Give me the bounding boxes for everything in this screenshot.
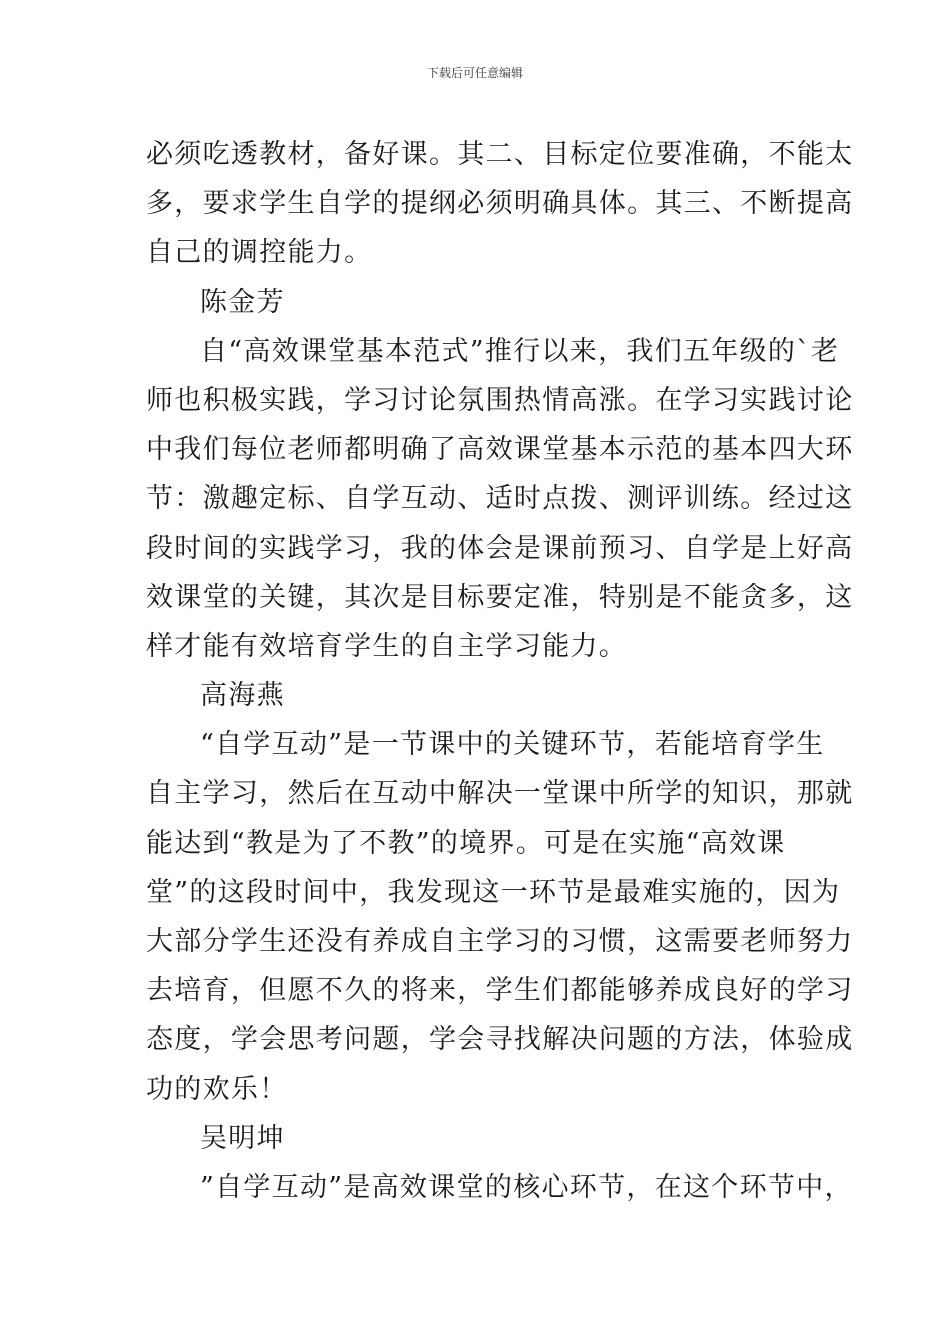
paragraph-line: 态度，学会思考问题，学会寻找解决问题的方法，体验成 xyxy=(146,1024,854,1056)
paragraph-line: 中我们每位老师都明确了高效课堂基本示范的基本四大环 xyxy=(146,434,854,466)
paragraph-line: 去培育，但愿不久的将来，学生们都能够养成良好的学习 xyxy=(146,975,854,1007)
paragraph-line: 必须吃透教材，备好课。其二、目标定位要准确，不能太 xyxy=(146,139,854,170)
paragraph-line: 节：激趣定标、自学互动、适时点拨、测评训练。经过这 xyxy=(146,483,854,515)
paragraph-line: “自学互动”是一节课中的关键环节，若能培育学生 xyxy=(200,729,825,761)
paragraph-line: 大部分学生还没有养成自主学习的习惯，这需要老师努力 xyxy=(146,926,854,957)
paragraph-line: 自己的调控能力。 xyxy=(146,237,373,269)
paragraph-line: 功的欢乐！ xyxy=(146,1073,288,1105)
paragraph-line: 自主学习，然后在互动中解决一堂课中所学的知识，那就 xyxy=(146,778,854,810)
paragraph-line: 能达到“教是为了不教”的境界。可是在实施“高效课 xyxy=(146,827,786,859)
paragraph-line: 自“高效课堂基本范式”推行以来，我们五年级的`老 xyxy=(200,335,840,367)
paragraph-line: 样才能有效培育学生的自主学习能力。 xyxy=(146,630,628,662)
author-name: 吴明坤 xyxy=(200,1122,285,1154)
document-body xyxy=(146,130,854,1212)
page-header: 下载后可任意编辑 xyxy=(426,66,523,80)
author-name: 高海燕 xyxy=(200,680,285,712)
paragraph-line: 效课堂的关键，其次是目标要定准，特别是不能贪多，这 xyxy=(146,581,854,613)
paragraph-line: 多，要求学生自学的提纲必须明确具体。其三、不断提高 xyxy=(146,188,854,220)
paragraph-line: 师也积极实践，学习讨论氛围热情高涨。在学习实践讨论 xyxy=(146,384,854,416)
paragraph-line: 堂”的这段时间中，我发现这一环节是最难实施的，因为 xyxy=(146,876,841,908)
paragraph-line: 段时间的实践学习，我的体会是课前预习、自学是上好高 xyxy=(146,532,854,564)
author-name: 陈金芳 xyxy=(200,286,285,318)
paragraph-line: ”自学互动”是高效课堂的核心环节，在这个环节中， xyxy=(200,1171,853,1203)
